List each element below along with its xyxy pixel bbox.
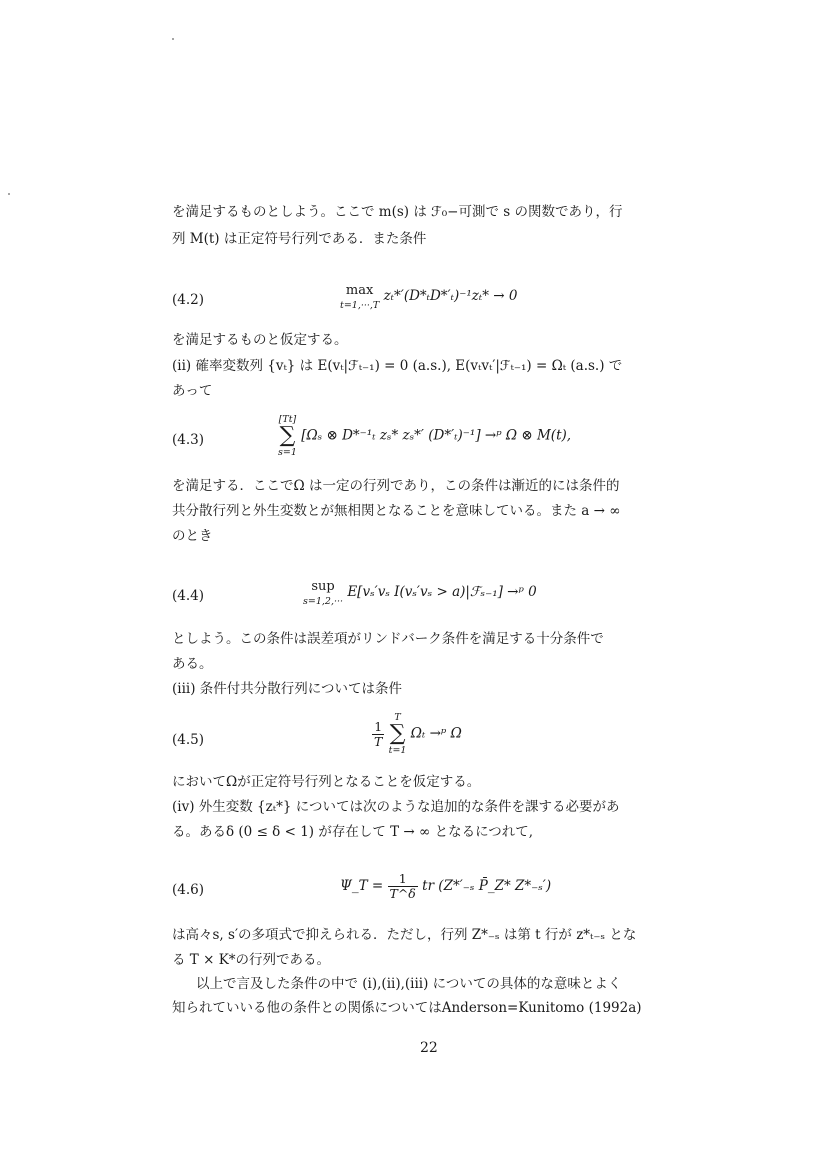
paragraph-line: のとき (172, 528, 213, 544)
equation-4-3 (278, 414, 571, 458)
equation-body: Ωₜ →ᵖ Ω (410, 725, 462, 742)
paragraph-line: を満足するものとしよう。ここで m(s) は ℱ₀−可測で s の関数であり，行 (172, 204, 623, 220)
paragraph-line: 共分散行列と外生変数とが無相関となることを意味している。また a → ∞ (172, 503, 621, 519)
equation-4-4 (303, 578, 537, 607)
summation-operator: T ∑ t=1 (388, 712, 407, 756)
max-operator: max t=1,···,T (340, 283, 380, 311)
equation-4-6 (340, 872, 551, 901)
equation-4-2 (340, 282, 517, 311)
paragraph-line: においてΩが正定符号行列となることを仮定する。 (172, 774, 481, 790)
fraction: $\frac{1}{T}$ (374, 718, 383, 749)
paragraph-line: は高々s, s′の多項式で抑えられる．ただし，行列 Z*₋ₛ は第 t 行が z*ₜ₋ₛ とな (172, 927, 637, 943)
paragraph-line: 列 M(t) は正定符号行列である．また条件 (172, 231, 427, 247)
paragraph-line: (ii) 確率変数列 {vₜ} は E(vₜ|ℱₜ₋₁) = 0 (a.s.), E(vₜvₜ′|ℱₜ₋₁) = Ωₜ (a.s.) で (172, 358, 623, 374)
paragraph-line: (iv) 外生変数 {zₜ*} については次のような追加的な条件を課する必要があ (172, 799, 620, 815)
paragraph-line: ある。 (172, 656, 213, 672)
summation-operator: [Tt] ∑ s=1 (278, 414, 297, 458)
equation-4-5 (372, 712, 462, 756)
page-number: 22 (420, 1040, 438, 1056)
paragraph-line: 知られていいる他の条件との関係についてはAnderson=Kunitomo (1992a) (172, 1000, 642, 1016)
equation-body: zₜ*′(D*ₜD*′ₜ)⁻¹zₜ* → 0 (383, 288, 518, 304)
equation-lhs: Ψ_T = (340, 878, 384, 894)
equation-body: tr (Z*′₋ₛ P̄_Z* Z*₋ₛ′) (422, 878, 552, 894)
equation-number: (4.6) (172, 882, 205, 898)
paragraph-line: (iii) 条件付共分散行列については条件 (172, 681, 403, 697)
paragraph-line: 以上で言及した条件の中で (i),(ii),(iii) についての具体的な意味とよく (196, 976, 622, 992)
paragraph-line: る T × K*の行列である。 (172, 952, 331, 968)
fraction: $\frac{1}{T\^{}\delta}$ (389, 871, 416, 901)
equation-body: [Ωₛ ⊗ D*⁻¹ₜ zₛ* zₛ*′ (D*′ₜ)⁻¹] →ᵖ Ω ⊗ M(t), (301, 427, 572, 444)
equation-number: (4.5) (172, 732, 205, 748)
paragraph-line: を満足する．ここでΩ は一定の行列であり，この条件は漸近的には条件的 (172, 478, 620, 494)
equation-number: (4.2) (172, 292, 205, 308)
scan-speck (172, 38, 174, 40)
paragraph-line: あって (172, 383, 213, 399)
equation-number: (4.4) (172, 588, 205, 604)
paragraph-line: る。あるδ (0 ≤ δ < 1) が存在して T → ∞ となるにつれて, (172, 824, 534, 840)
equation-number: (4.3) (172, 432, 205, 448)
scan-speck (8, 193, 10, 195)
paragraph-line: としよう。この条件は誤差項がリンドバーク条件を満足する十分条件で (172, 631, 604, 647)
sup-operator: sup s=1,2,··· (303, 579, 344, 607)
equation-body: E[vₛ′vₛ I(vₛ′vₛ > a)|ℱₛ₋₁] →ᵖ 0 (347, 584, 537, 600)
paragraph-line: を満足するものと仮定する。 (172, 332, 348, 348)
